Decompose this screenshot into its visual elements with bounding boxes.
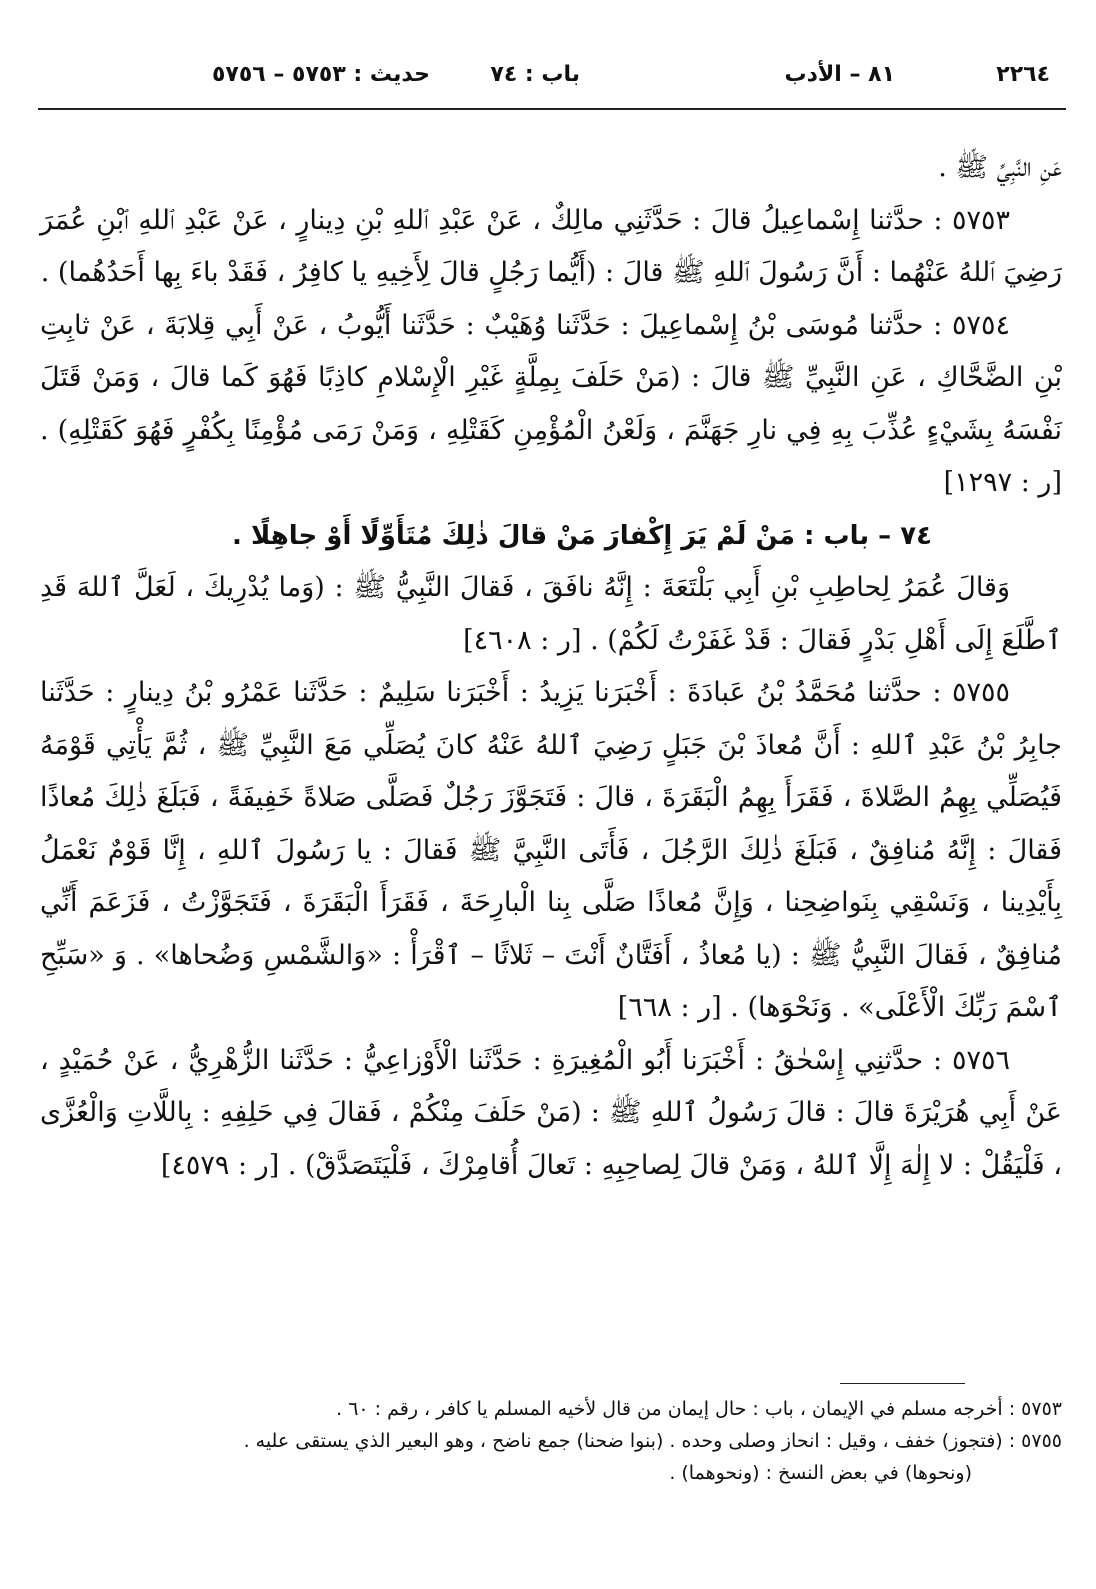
intro-line: عَنِ النَّبِيِّ ﷺ . [938,152,1062,183]
page-number: ٢٢٦٤ [996,62,1050,87]
hadith-range: حديث : ٥٧٥٣ – ٥٧٥٦ [212,62,430,87]
bab-text-body: وَقالَ عُمَرُ لِحاطِبِ بْنِ أَبِي بَلْتَعَةَ : إِنَّهُ نافَقَ ، فَقالَ النَّبِيُّ ﷺ : (وَما يُدْرِيكَ ، لَعَلَّ ٱللهَ قَدِ ٱطَّلَعَ إِلَى أَهْلِ بَدْرٍ فَقالَ : قَدْ غَفَرْتُ لَكُمْ) . [40,572,1062,656]
hadith-5754 [40,300,1062,510]
bab-number: باب : ٧٤ [490,62,580,87]
footnote-5755-cont: (ونحوها) في بعض النسخ : (ونحوهما) . [669,1462,972,1484]
hadith-5756 [40,1035,1062,1193]
bab-heading: ٧٤ – باب : مَنْ لَمْ يَرَ إِكْفارَ مَنْ قالَ ذٰلِكَ مُتَأَوِّلًا أَوْ جاهِلًا . [232,520,932,551]
hadith-5756-text: ٥٧٥٦ : حدَّثنِي إِسْحٰقُ : أَخْبَرَنا أَبُو الْمُغِيرَةِ : حَدَّثَنا الْأَوْزاعِيُّ : حَدَّثَنا الزُّهْرِيُّ ، عَنْ حُمَيْدٍ ، عَنْ أَبِي هُرَيْرَةَ قالَ : قالَ رَسُولُ ٱللهِ ﷺ : (مَنْ حَلَفَ مِنْكُمْ ، فَقالَ فِي حَلِفِهِ : بِاللَّاتِ وَالْعُزَّى ، فَلْيَقُلْ : لا إِلٰهَ إِلَّا ٱللهُ ، وَمَنْ قالَ لِصاحِبِهِ : تَعالَ أُقامِرْكَ ، فَلْيَتَصَدَّقْ) . [40,1044,1062,1181]
hadith-5754-ref: [ر : ١٢٩٧] [943,467,1062,498]
hadith-5754-text: ٥٧٥٤ : حدَّثنا مُوسَى بْنُ إِسْماعِيلَ : حَدَّثَنا وُهَيْبٌ : حَدَّثَنا أَيُّوبُ ، عَنْ أَبِي قِلابَةَ ، عَنْ ثابِتِ بْنِ الضَّحَّاكِ ، عَنِ النَّبِيِّ ﷺ قالَ : (مَنْ حَلَفَ بِمِلَّةٍ غَيْرِ الْإِسْلامِ كاذِبًا فَهُوَ كَما قالَ ، وَمَنْ قَتَلَ نَفْسَهُ بِشَيْءٍ عُذِّبَ بِهِ فِي نارِ جَهَنَّمَ ، وَلَعْنُ الْمُؤْمِنِ كَقَتْلِهِ ، وَمَنْ رَمَى مُؤْمِنًا بِكُفْرٍ فَهُوَ كَقَتْلِهِ) . [40,309,1062,446]
main-text [40,142,1062,1192]
footnote-divider [840,1383,965,1384]
header-divider [38,108,1066,110]
footnotes [40,1393,1062,1489]
hadith-5753: ٥٧٥٣ : حدَّثنا إِسْماعِيلُ قالَ : حَدَّثَنِي مالِكٌ ، عَنْ عَبْدِ ٱللهِ بْنِ دِينارٍ ، عَنْ عَبْدِ ٱللهِ ٱبْنِ عُمَرَ رَضِيَ ٱللهُ عَنْهُما : أَنَّ رَسُولَ ٱللهِ ﷺ قالَ : (أَيُّما رَجُلٍ قالَ لِأَخِيهِ يا كافِرُ ، فَقَدْ باءَ بِها أَحَدُهُما) . [40,204,1062,288]
running-header [150,62,1050,102]
hadith-5755-ref: [ر : ٦٦٨] [617,992,722,1023]
bab-ref: [ر : ٤٦٠٨] [463,624,582,656]
hadith-5756-ref: [ر : ٤٥٧٩] [160,1149,280,1181]
footnote-5753: ٥٧٥٣ : أخرجه مسلم في الإيمان ، باب : حال إيمان من قال لأخيه المسلم يا كافر ، رقم : ٦٠ . [336,1398,1062,1420]
footnote-5755: ٥٧٥٥ : (فتجوز) خفف ، وقيل : انحاز وصلى وحده . (بنوا ضحنا) جمع ناضح ، وهو البعير الذي يستقى عليه . [243,1430,1062,1452]
bab-text [40,562,1062,667]
hadith-5755 [40,667,1062,1035]
chapter-title: ٨١ – الأدب [784,62,895,87]
hadith-5755-text: ٥٧٥٥ : حدَّثنا مُحَمَّدُ بْنُ عَبادَةَ : أَخْبَرَنا يَزِيدُ : أَخْبَرَنا سَلِيمٌ : حَدَّثَنا عَمْرُو بْنُ دِينارٍ : حَدَّثَنا جابِرُ بْنُ عَبْدِ ٱللهِ : أَنَّ مُعاذَ بْنَ جَبَلٍ رَضِيَ ٱللهُ عَنْهُ كانَ يُصَلِّي مَعَ النَّبِيِّ ﷺ ، ثُمَّ يَأْتِي قَوْمَهُ فَيُصَلِّي بِهِمُ الصَّلاةَ ، فَقَرَأَ بِهِمُ الْبَقَرَةَ ، قالَ : فَتَجَوَّزَ رَجُلٌ فَصَلَّى صَلاةً خَفِيفَةً ، فَبَلَغَ ذٰلِكَ مُعاذًا فَقالَ : إِنَّهُ مُنافِقٌ ، فَبَلَغَ ذٰلِكَ الرَّجُلَ ، فَأَتَى النَّبِيَّ ﷺ فَقالَ : يا رَسُولَ ٱللهِ ، إِنَّا قَوْمٌ نَعْمَلُ بِأَيْدِينا ، وَنَسْقِي بِنَواضِحِنا ، وَإِنَّ مُعاذًا صَلَّى بِنا الْبارِحَةَ ، فَقَرَأَ الْبَقَرَةَ ، فَتَجَوَّزْتُ ، فَزَعَمَ أَنِّي مُنافِقٌ ، فَقالَ النَّبِيُّ ﷺ : (يا مُعاذُ ، أَفَتَّانٌ أَنْتَ – ثَلاثًا – ٱقْرَأْ : «وَالشَّمْسِ وَضُحاها» . وَ «سَبِّحِ ٱسْمَ رَبِّكَ الْأَعْلَى» . وَنَحْوَها) . [40,677,1062,1023]
